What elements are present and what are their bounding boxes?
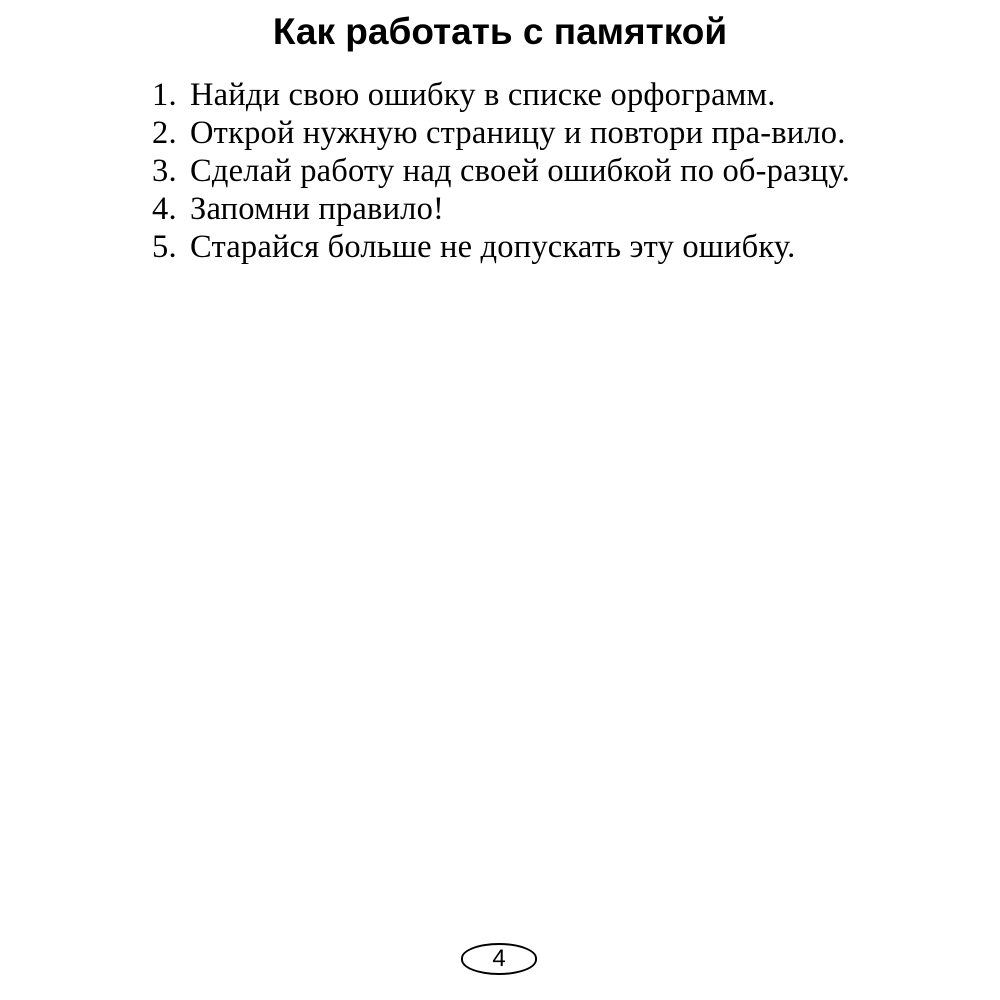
step-text: Сделай работу над своей ошибкой по об-разцу. bbox=[190, 153, 850, 189]
list-item bbox=[152, 114, 874, 152]
step-text: Старайся больше не допускать эту ошибку. bbox=[190, 229, 796, 265]
step-number: 1. bbox=[152, 77, 177, 113]
step-number: 3. bbox=[152, 153, 177, 189]
list-item bbox=[152, 76, 874, 114]
step-text: Найди свою ошибку в списке орфограмм. bbox=[190, 77, 776, 113]
list-item bbox=[152, 152, 874, 190]
page-title: Как работать с памяткой bbox=[272, 11, 728, 52]
step-number: 4. bbox=[152, 191, 177, 227]
step-number: 2. bbox=[152, 115, 177, 151]
step-text: Запомни правило! bbox=[190, 191, 445, 227]
steps-list bbox=[152, 76, 874, 266]
step-text: Открой нужную страницу и повтори пра-вило. bbox=[190, 115, 846, 151]
step-number: 5. bbox=[152, 229, 177, 265]
list-item bbox=[152, 228, 874, 266]
page-number: 4 bbox=[461, 943, 537, 975]
list-item bbox=[152, 190, 874, 228]
